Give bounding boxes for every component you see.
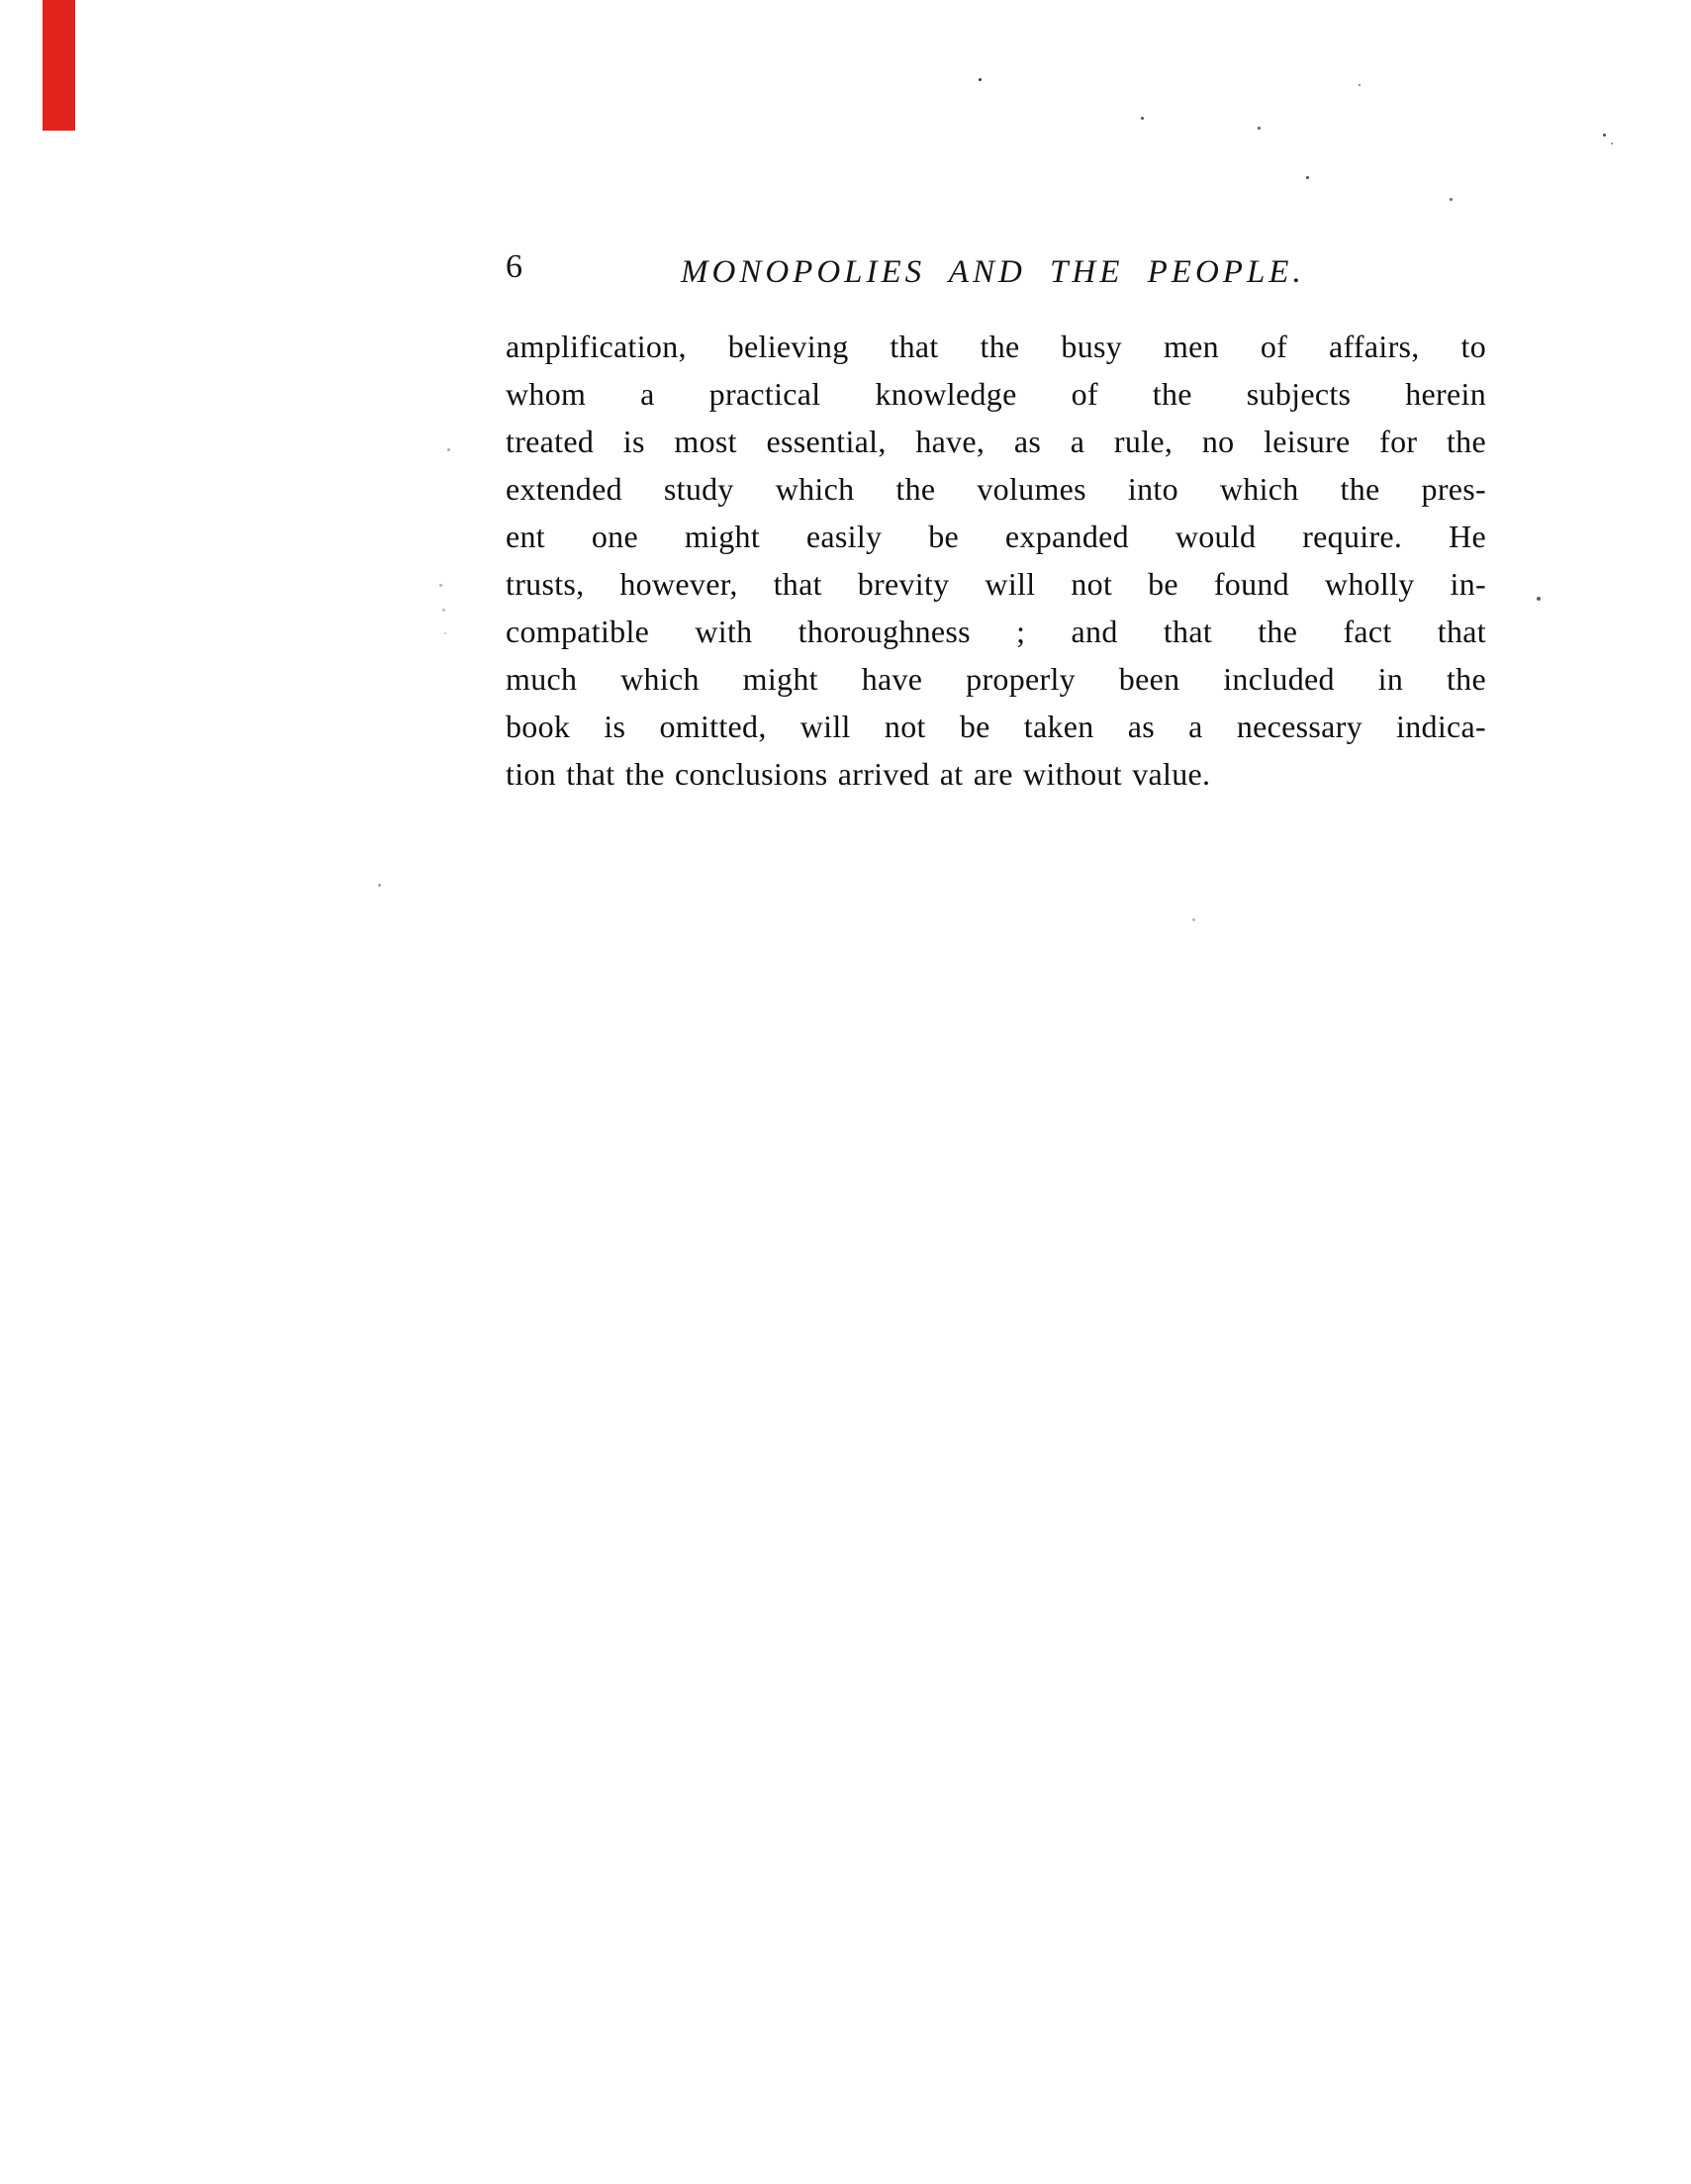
text-line: extended study which the volumes into which the pres- bbox=[506, 471, 1486, 507]
scan-speck bbox=[979, 78, 982, 81]
scan-speck bbox=[1603, 134, 1606, 137]
text-line: much which might have properly been included in the bbox=[506, 661, 1486, 697]
text-line: trusts, however, that brevity will not be found wholly in- bbox=[506, 566, 1486, 602]
scan-speck bbox=[1192, 918, 1195, 921]
scan-speck bbox=[444, 632, 446, 634]
scan-speck bbox=[442, 609, 445, 612]
text-line: book is omitted, will not be taken as a necessary indica- bbox=[506, 709, 1486, 744]
running-header-title: MONOPOLIES AND THE PEOPLE. bbox=[681, 254, 1305, 290]
body-paragraph bbox=[506, 323, 1486, 798]
page-number: 6 bbox=[506, 248, 522, 285]
scan-speck bbox=[1258, 127, 1261, 130]
text-line: ent one might easily be expanded would require. He bbox=[506, 519, 1486, 554]
scan-speck bbox=[378, 884, 381, 887]
scan-speck bbox=[1611, 142, 1613, 144]
scan-speck bbox=[447, 448, 450, 451]
scan-speck bbox=[1450, 198, 1453, 201]
text-line: compatible with thoroughness ; and that the fact that bbox=[506, 614, 1486, 649]
text-line: tion that the conclusions arrived at are without value. bbox=[506, 756, 1211, 792]
scan-speck bbox=[439, 584, 442, 587]
text-line: amplification, believing that the busy men of affairs, to bbox=[506, 329, 1486, 364]
scan-speck bbox=[1306, 176, 1309, 179]
text-line: whom a practical knowledge of the subjects herein bbox=[506, 376, 1486, 412]
scan-speck bbox=[1141, 117, 1144, 120]
scan-speck bbox=[1537, 597, 1541, 601]
text-line: treated is most essential, have, as a rule, no leisure for the bbox=[506, 424, 1486, 459]
scanner-edge-artifact bbox=[43, 0, 75, 131]
scan-speck bbox=[1359, 84, 1361, 86]
